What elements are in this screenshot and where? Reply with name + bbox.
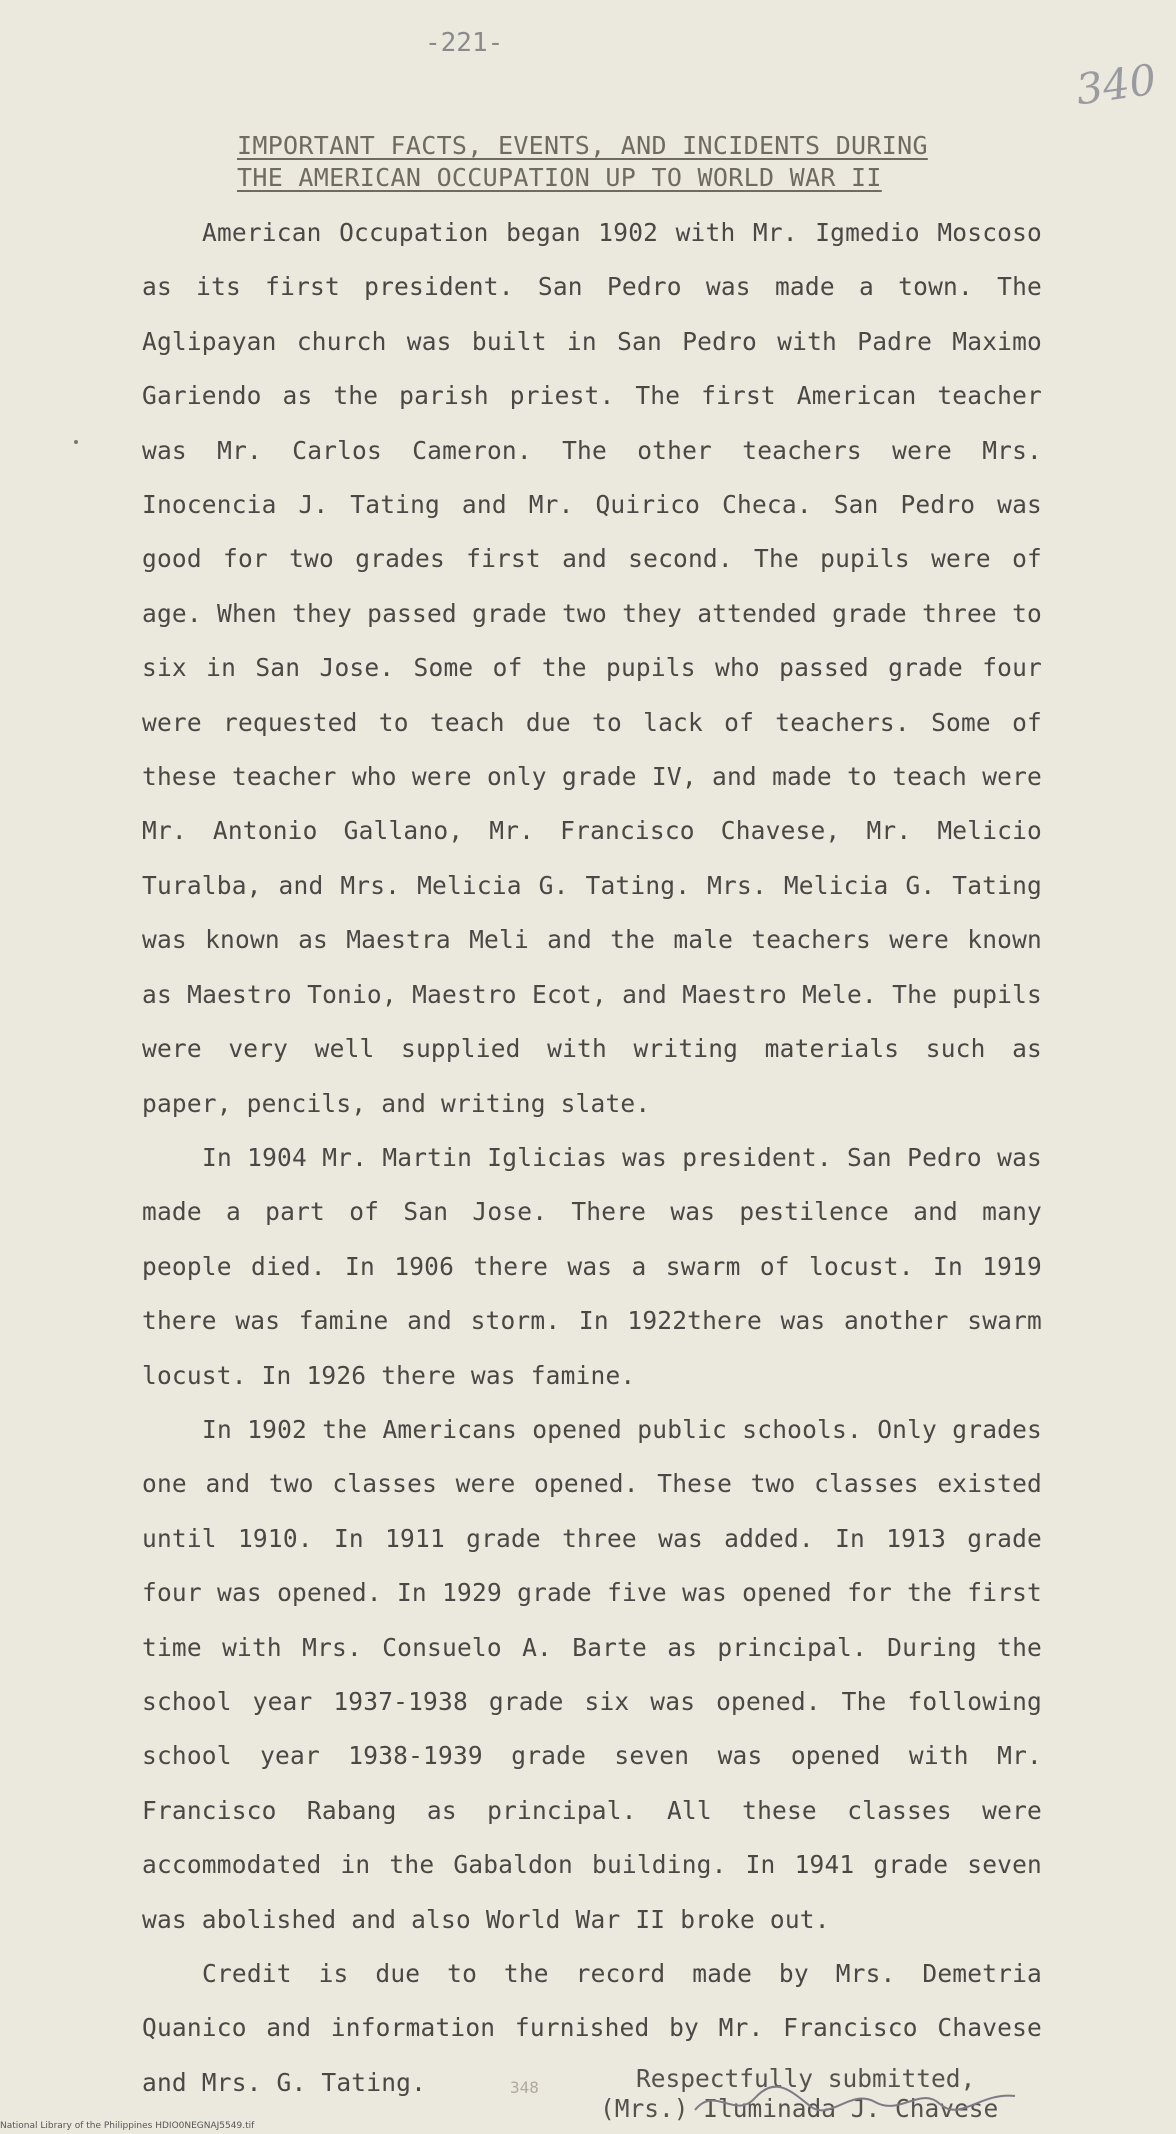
signature-block [600, 2064, 998, 2124]
pencil-page-number: 340 [1072, 54, 1160, 115]
paragraph-schools: In 1902 the Americans opened public schools. Only grades one and two classes were opened. These two classes existed until 1910. In 1911 grade three was added. In 1913 grade four was opened. In 1929 grade five was opened for the first time with Mrs. Consuelo A. Barte as principal. During the school year 1937-1938 grade six was opened. The following school year 1938-1939 grade seven was opened with Mr. Francisco Rabang as principal. All these classes were accommodated in the Gabaldon building. In 1941 grade seven was abolished and also World War II broke out. [142, 1414, 1042, 1934]
paragraph-1904: In 1904 Mr. Martin Iglicias was president. San Pedro was made a part of San Jose. There was pestilence and many people died. In 1906 there was a swarm of locust. In 1919 there was famine and storm. In 1922there was another swarm locust. In 1926 there was famine. [142, 1142, 1042, 1390]
paragraph-credit: Credit is due to the record made by Mrs. Demetria Quanico and information furnished by Mr. Francisco Chavese and Mrs. G. Tating. [142, 1959, 1042, 2097]
signature-name: (Mrs.) Iluminada J. Chavese [600, 2094, 999, 2123]
signature-closing: Respectfully submitted, [636, 2064, 976, 2093]
margin-mark [74, 440, 78, 444]
title-line-2: THE AMERICAN OCCUPATION UP TO WORLD WAR II [237, 163, 882, 192]
body-text [142, 206, 1042, 2110]
title-line-1: IMPORTANT FACTS, EVENTS, AND INCIDENTS DURING [237, 131, 928, 160]
document-title [237, 130, 957, 194]
scan-footer: National Library of the Philippines HDIO0NEGNAJ5549.tif [0, 2121, 255, 2131]
paragraph-occupation: American Occupation began 1902 with Mr. Igmedio Moscoso as its first president. San Pedro was made a town. The Aglipayan church was built in San Pedro with Padre Maximo Gariendo as the parish priest. The first American teacher was Mr. Carlos Cameron. The other teachers were Mrs. Inocencia J. Tating and Mr. Quirico Checa. San Pedro was good for two grades first and second. The pupils were of age. When they passed grade two they attended grade three to six in San Jose. Some of the pupils who passed grade four were requested to teach due to lack of teachers. Some of these teacher who were only grade IV, and made to teach were Mr. Antonio Gallano, Mr. Francisco Chavese, Mr. Melicio Turalba, and Mrs. Melicia G. Tating. Mrs. Melicia G. Tating was known as Maestra Meli and the male teachers were known as Maestro Tonio, Maestro Ecot, and Maestro Mele. The pupils were very well supplied with writing materials such as paper, pencils, and writing slate. [142, 218, 1042, 1118]
archive-stamp: 348 [510, 2078, 539, 2097]
page-number: -221- [425, 28, 504, 58]
